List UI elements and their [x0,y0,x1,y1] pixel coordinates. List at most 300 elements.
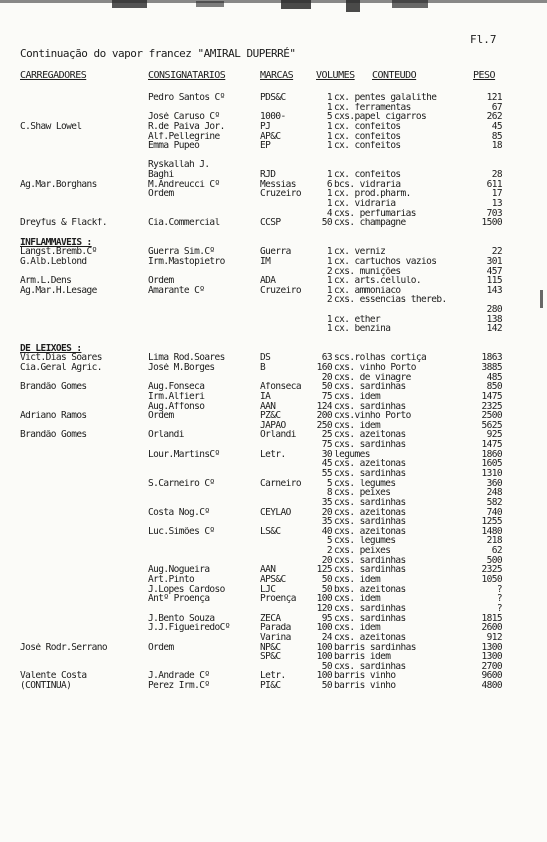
peso-cell: ? [496,603,502,614]
manifest-row [0,662,547,672]
conteudo-cell: cx. arts.cellulo. [334,276,422,286]
document-title: Continuação do vapor francez "AMIRAL DUPERRÉ" [20,47,296,60]
carregador-cell: Adriano Ramos [20,411,87,421]
consignatario-cell: Ordem [148,189,174,200]
marca-cell: Varina [260,632,291,643]
peso-cell: 9600 [481,671,502,682]
manifest-row [0,527,547,537]
manifest-row [0,565,547,575]
marca-cell: DS [260,353,271,363]
volumes-cell: 50 [321,218,332,228]
conteudo-cell: cx. confeitos [334,121,401,132]
volumes-cell: 2 [326,295,332,306]
conteudo-cell: cx. cartuchos vazios [334,256,437,267]
volumes-cell: 1 [326,199,332,209]
marca-cell: Guerra [260,247,291,257]
peso-cell: 262 [486,112,502,122]
peso-cell: 740 [486,507,502,518]
carregador-cell: (CONTINUA) [20,681,72,691]
peso-cell: 611 [486,179,502,190]
consignatario-cell: Alf.Pellegrine [148,131,220,142]
volumes-cell: 1 [326,285,332,296]
manifest-row [0,469,547,479]
peso-cell: 1475 [481,440,502,450]
consignatario-cell: J.J.FigueiredoCº [148,623,230,633]
peso-cell: 925 [486,430,502,441]
consignatario-cell: Aug.Nogueira [148,565,210,576]
volumes-cell: 20 [321,555,332,566]
consignatario-cell: Orlandi [148,430,184,441]
conteudo-cell: cx. confeitos [334,170,401,180]
peso-cell: 280 [486,305,502,315]
manifest-row [0,189,547,199]
conteudo-cell: barris vinho [334,671,396,682]
conteudo-cell: cx. ether [334,314,381,325]
carregador-cell: C.Shaw Lowel [20,121,82,132]
peso-cell: 13 [491,199,502,209]
conteudo-cell: bcs. vidraria [334,179,401,190]
volumes-cell: 8 [326,488,332,498]
volumes-cell: 1 [326,314,332,325]
header-conteudo: CONTEUDO [372,70,417,81]
volumes-cell: 35 [321,517,332,527]
peso-cell: 5625 [481,420,502,431]
volumes-cell: 1 [326,276,332,286]
manifest-row [0,440,547,450]
scan-smudge [196,1,224,7]
peso-cell: 2325 [481,401,502,412]
volumes-cell: 35 [321,497,332,508]
consignatario-cell: José Caruso Cº [148,112,220,122]
volumes-cell: 40 [321,526,332,537]
conteudo-cell: cxs. legumes [334,478,396,489]
peso-cell: 485 [486,372,502,383]
volumes-cell: 200 [316,411,332,421]
consignatario-cell: Baghi [148,170,174,180]
volumes-cell: 125 [316,565,332,576]
peso-cell: 67 [491,102,502,113]
marca-cell: Proença [260,594,296,604]
marca-cell: CEYLÃO [260,507,291,518]
manifest-row [0,671,547,681]
peso-cell: 1255 [481,517,502,527]
conteudo-cell: cxs. champagne [334,218,406,228]
volumes-cell: 124 [316,401,332,412]
header-carregadores: CARREGADORES [20,70,87,81]
conteudo-cell: cx. prod.pharm. [334,189,411,200]
manifest-row [0,295,547,305]
volumes-cell: 1 [326,141,332,151]
conteudo-cell: cxs. munições [334,266,401,277]
manifest-row [0,276,547,286]
conteudo-cell: cx. vidraria [334,199,396,209]
manifest-row [0,575,547,585]
consignatario-cell: Lima Rod.Soares [148,353,225,363]
consignatario-cell: Irm.Mastopietro [148,256,225,267]
volumes-cell: 55 [321,468,332,479]
manifest-row [0,141,547,151]
volumes-cell: 20 [321,507,332,518]
marca-cell: Afonseca [260,382,301,392]
peso-cell: 1310 [481,468,502,479]
volumes-cell: 1 [326,93,332,103]
marca-cell: 1000- [260,112,286,122]
volumes-cell: 75 [321,391,332,402]
consignatario-cell: Perez Irm.Cº [148,681,210,691]
conteudo-cell: cxs. sardinhas [334,401,406,412]
conteudo-cell: cxs.vinho Porto [334,411,411,421]
consignatario-cell: Ordem [148,642,174,653]
carregador-cell: Langst.Bremb.Cº [20,247,97,257]
conteudo-cell: cxs. sardinhas [334,382,406,392]
volumes-cell: 100 [316,671,332,682]
peso-cell: 301 [486,256,502,267]
conteudo-cell: cx. ammoniaco [334,285,401,296]
conteudo-cell: legumes [334,449,370,460]
volumes-cell: 30 [321,449,332,460]
manifest-row [0,93,547,103]
conteudo-cell: cxs. sardinhas [334,440,406,450]
manifest-row [0,170,547,180]
manifest-row [0,488,547,498]
conteudo-cell: cxs. azeitonas [334,459,406,469]
volumes-cell: 50 [321,681,332,691]
header-consignatarios: CONSIGNATARIOS [148,70,226,81]
consignatario-cell: Ordem [148,411,174,421]
volumes-cell: 50 [321,382,332,392]
carregador-cell: Brandão Gomes [20,382,87,392]
carregador-cell: Ag.Mar.Borghans [20,179,97,190]
peso-cell: 85 [491,131,502,142]
volumes-cell: 50 [321,584,332,595]
marca-cell: PZ&C [260,411,281,421]
peso-cell: 45 [491,121,502,132]
marca-cell: SP&C [260,652,281,662]
marca-cell: ADA [260,276,276,286]
conteudo-cell: cxs. peixes [334,546,391,556]
conteudo-cell: cxs. sardinhas [334,468,406,479]
manifest-row [0,103,547,113]
marca-cell: CCSP [260,218,281,228]
consignatario-cell: Cia.Commercial [148,218,220,228]
manifest-table [0,93,547,691]
header-volumes: VOLUMES [316,70,355,81]
manifest-row [0,643,547,653]
manifest-row [0,556,547,566]
marca-cell: Cruzeiro [260,189,301,200]
peso-cell: 62 [491,546,502,556]
conteudo-cell: cx. verniz [334,247,386,257]
manifest-row [0,305,547,315]
marca-cell: Cruzeiro [260,285,301,296]
manifest-row [0,498,547,508]
marca-cell: Letr. [260,671,286,682]
manifest-row [0,623,547,633]
marca-cell: EP [260,141,271,151]
volumes-cell: 2 [326,266,332,277]
manifest-row [0,604,547,614]
consignatario-cell: Emma Pupeo [148,141,200,151]
manifest-row [0,112,547,122]
conteudo-cell: cxs. sardinhas [334,613,406,624]
consignatario-cell: J.Andrade Cº [148,671,210,682]
consignatario-cell: Pedro Santos Cº [148,93,225,103]
manifest-row [0,450,547,460]
carregador-cell: Valente Costa [20,671,87,682]
manifest-row [0,517,547,527]
volumes-cell: 45 [321,459,332,469]
manifest-row [0,218,547,228]
conteudo-cell: scs.rolhas cortiça [334,353,427,363]
volumes-cell: 1 [326,256,332,267]
peso-cell: 142 [486,324,502,335]
conteudo-cell: cxs. perfumarias [334,208,416,219]
carregador-cell: G.Alb.Leblond [20,256,87,267]
conteudo-cell: cxs. azeitonas [334,526,406,537]
marca-cell: PDS&C [260,93,286,103]
peso-cell: 2325 [481,565,502,576]
conteudo-cell: cxs. essencias thereb. [334,295,447,306]
carregador-cell: Brandão Gomes [20,430,87,441]
peso-cell: 2700 [481,661,502,672]
consignatario-cell: Amarante Cº [148,285,205,296]
carregador-cell: José Rodr.Serrano [20,642,108,653]
volumes-cell: 24 [321,632,332,643]
manifest-row [0,430,547,440]
volumes-cell: 100 [316,642,332,653]
manifest-row [0,267,547,277]
volumes-cell: 5 [326,536,332,547]
peso-cell: 2600 [481,623,502,633]
manifest-row [0,508,547,518]
peso-cell: 18 [491,141,502,151]
volumes-cell: 4 [326,208,332,219]
conteudo-cell: barris vinho [334,681,396,691]
peso-cell: 1863 [481,353,502,363]
conteudo-cell: bxs. azeitonas [334,584,406,595]
volumes-cell: 5 [326,478,332,489]
volumes-cell: 1 [326,324,332,335]
manifest-row [0,132,547,142]
manifest-row [0,151,547,161]
volumes-cell: 100 [316,652,332,662]
manifest-row [0,228,547,238]
consignatario-cell: José M.Borges [148,362,215,373]
conteudo-cell: cxs. idem [334,575,381,585]
conteudo-cell: cxs. sardinhas [334,603,406,614]
manifest-row [0,373,547,383]
volumes-cell: 95 [321,613,332,624]
consignatario-cell: J.Lopes Cardoso [148,584,225,595]
consignatario-cell: Guerra Sim.Cº [148,247,215,257]
volumes-cell: 1 [326,121,332,132]
peso-cell: 17 [491,189,502,200]
peso-cell: 3885 [481,362,502,373]
volumes-cell: 100 [316,594,332,604]
manifest-row [0,594,547,604]
peso-cell: 2500 [481,411,502,421]
volumes-cell: 63 [321,353,332,363]
manifest-row [0,681,547,691]
peso-cell: 1480 [481,526,502,537]
volumes-cell: 5 [326,112,332,122]
conteudo-cell: cxs. de vinagre [334,372,411,383]
section-heading-row [0,344,547,354]
conteudo-cell: cxs. idem [334,623,381,633]
marca-cell: AP&C [260,131,281,142]
consignatario-cell: Art.Pinto [148,575,195,585]
conteudo-cell: cxs. sardinhas [334,497,406,508]
manifest-row [0,160,547,170]
peso-cell: 1050 [481,575,502,585]
marca-cell: AAN [260,401,276,412]
volumes-cell: 120 [316,603,332,614]
consignatario-cell: Ryskallah J. [148,160,210,171]
conteudo-cell: barris idem [334,652,391,662]
manifest-row [0,209,547,219]
consignatario-cell: Aug.Affonso [148,401,205,412]
manifest-row [0,334,547,344]
volumes-cell: 1 [326,247,332,257]
conteudo-cell: cx. benzina [334,324,391,335]
manifest-row [0,122,547,132]
manifest-row [0,382,547,392]
consignatario-cell: M.Andreucci Cº [148,179,220,190]
consignatario-cell: Ordem [148,276,174,286]
manifest-row [0,614,547,624]
marca-cell: AAN [260,565,276,576]
marca-cell: JAPÃO [260,420,286,431]
peso-cell: 1300 [481,642,502,653]
marca-cell: ZECA [260,613,281,624]
marca-cell: PJ [260,121,271,132]
marca-cell: Parada [260,623,291,633]
peso-cell: 115 [486,276,502,286]
volumes-cell: 50 [321,575,332,585]
volumes-cell: 250 [316,420,332,431]
header-peso: PESO [473,70,496,81]
volumes-cell: 1 [326,102,332,113]
consignatario-cell: Aug.Fonseca [148,382,205,392]
section-heading-row [0,238,547,248]
manifest-row [0,315,547,325]
peso-cell: 218 [486,536,502,547]
carregador-cell: Dreyfus & Flackf. [20,218,108,228]
volumes-cell: 25 [321,430,332,441]
volumes-cell: 1 [326,170,332,180]
conteudo-cell: cxs. idem [334,391,381,402]
manifest-row [0,479,547,489]
conteudo-cell: cxs. idem [334,594,381,604]
peso-cell: 582 [486,497,502,508]
marca-cell: Orlandi [260,430,296,441]
conteudo-cell: cxs. azeitonas [334,507,406,518]
peso-cell: 4800 [481,681,502,691]
conteudo-cell: cxs. idem [334,420,381,431]
peso-cell: 248 [486,488,502,498]
marca-cell: LS&C [260,526,281,537]
marca-cell: IM [260,256,271,267]
manifest-row [0,459,547,469]
consignatario-cell: Lour.MartinsCº [148,449,220,460]
peso-cell: ? [496,594,502,604]
marca-cell: LJC [260,584,276,595]
conteudo-cell: cx. confeitos [334,131,401,142]
scan-smudge [392,0,428,8]
conteudo-cell: barris sardinhas [334,642,416,653]
consignatario-cell: Costa Nog.Cº [148,507,210,518]
consignatario-cell: Irm.Alfieri [148,391,205,402]
marca-cell: PI&C [260,681,281,691]
marca-cell: B [260,362,266,373]
folio-number: Fl.7 [470,33,497,46]
manifest-row [0,402,547,412]
peso-cell: 121 [486,93,502,103]
peso-cell: 912 [486,632,502,643]
manifest-row [0,286,547,296]
conteudo-cell: cxs. vinho Porto [334,362,416,373]
manifest-row [0,353,547,363]
carregador-cell: DE LEIXÕES : [20,343,82,354]
carregador-cell: Arm.L.Dens [20,276,72,286]
peso-cell: 850 [486,382,502,392]
conteudo-cell: cx. ferramentas [334,102,411,113]
carregador-cell: Ag.Mar.H.Lesage [20,285,97,296]
header-marcas: MARCAS [260,70,294,81]
consignatario-cell: R.de Paiva Jor. [148,121,225,132]
manifest-row [0,633,547,643]
conteudo-cell: cxs. sardinhas [334,565,406,576]
peso-cell: 360 [486,478,502,489]
carregador-cell: INFLAMMAVEIS : [20,237,92,248]
conteudo-cell: cxs. azeitonas [334,430,406,441]
peso-cell: 500 [486,555,502,566]
volumes-cell: 1 [326,131,332,142]
conteudo-cell: cxs. sardinhas [334,661,406,672]
scan-smudge [112,0,147,8]
manifest-row [0,546,547,556]
conteudo-cell: cxs. sardinhas [334,555,406,566]
peso-cell: 457 [486,266,502,277]
marca-cell: Letr. [260,449,286,460]
consignatario-cell: J.Bento Souza [148,613,215,624]
carregador-cell: Cia.Geral Agric. [20,362,102,373]
manifest-row [0,199,547,209]
manifest-row [0,652,547,662]
conteudo-cell: cxs. peixes [334,488,391,498]
manifest-row [0,585,547,595]
marca-cell: RJD [260,170,276,180]
peso-cell: 1815 [481,613,502,624]
peso-cell: 1475 [481,391,502,402]
peso-cell: 138 [486,314,502,325]
conteudo-cell: cxs. sardinhas [334,517,406,527]
peso-cell: 1500 [481,218,502,228]
conteudo-cell: cxs.papel cigarros [334,112,427,122]
carregador-cell: Vict.Dias Soares [20,353,102,363]
conteudo-cell: cx. confeitos [334,141,401,151]
manifest-row [0,536,547,546]
volumes-cell: 100 [316,623,332,633]
consignatario-cell: S.Carneiro Cº [148,478,215,489]
conteudo-cell: cx. pentes galalithe [334,93,437,103]
peso-cell: 703 [486,208,502,219]
marca-cell: NP&C [260,642,281,653]
scan-smudge [281,0,311,9]
manifest-row [0,392,547,402]
manifest-row [0,257,547,267]
manifest-row [0,324,547,334]
